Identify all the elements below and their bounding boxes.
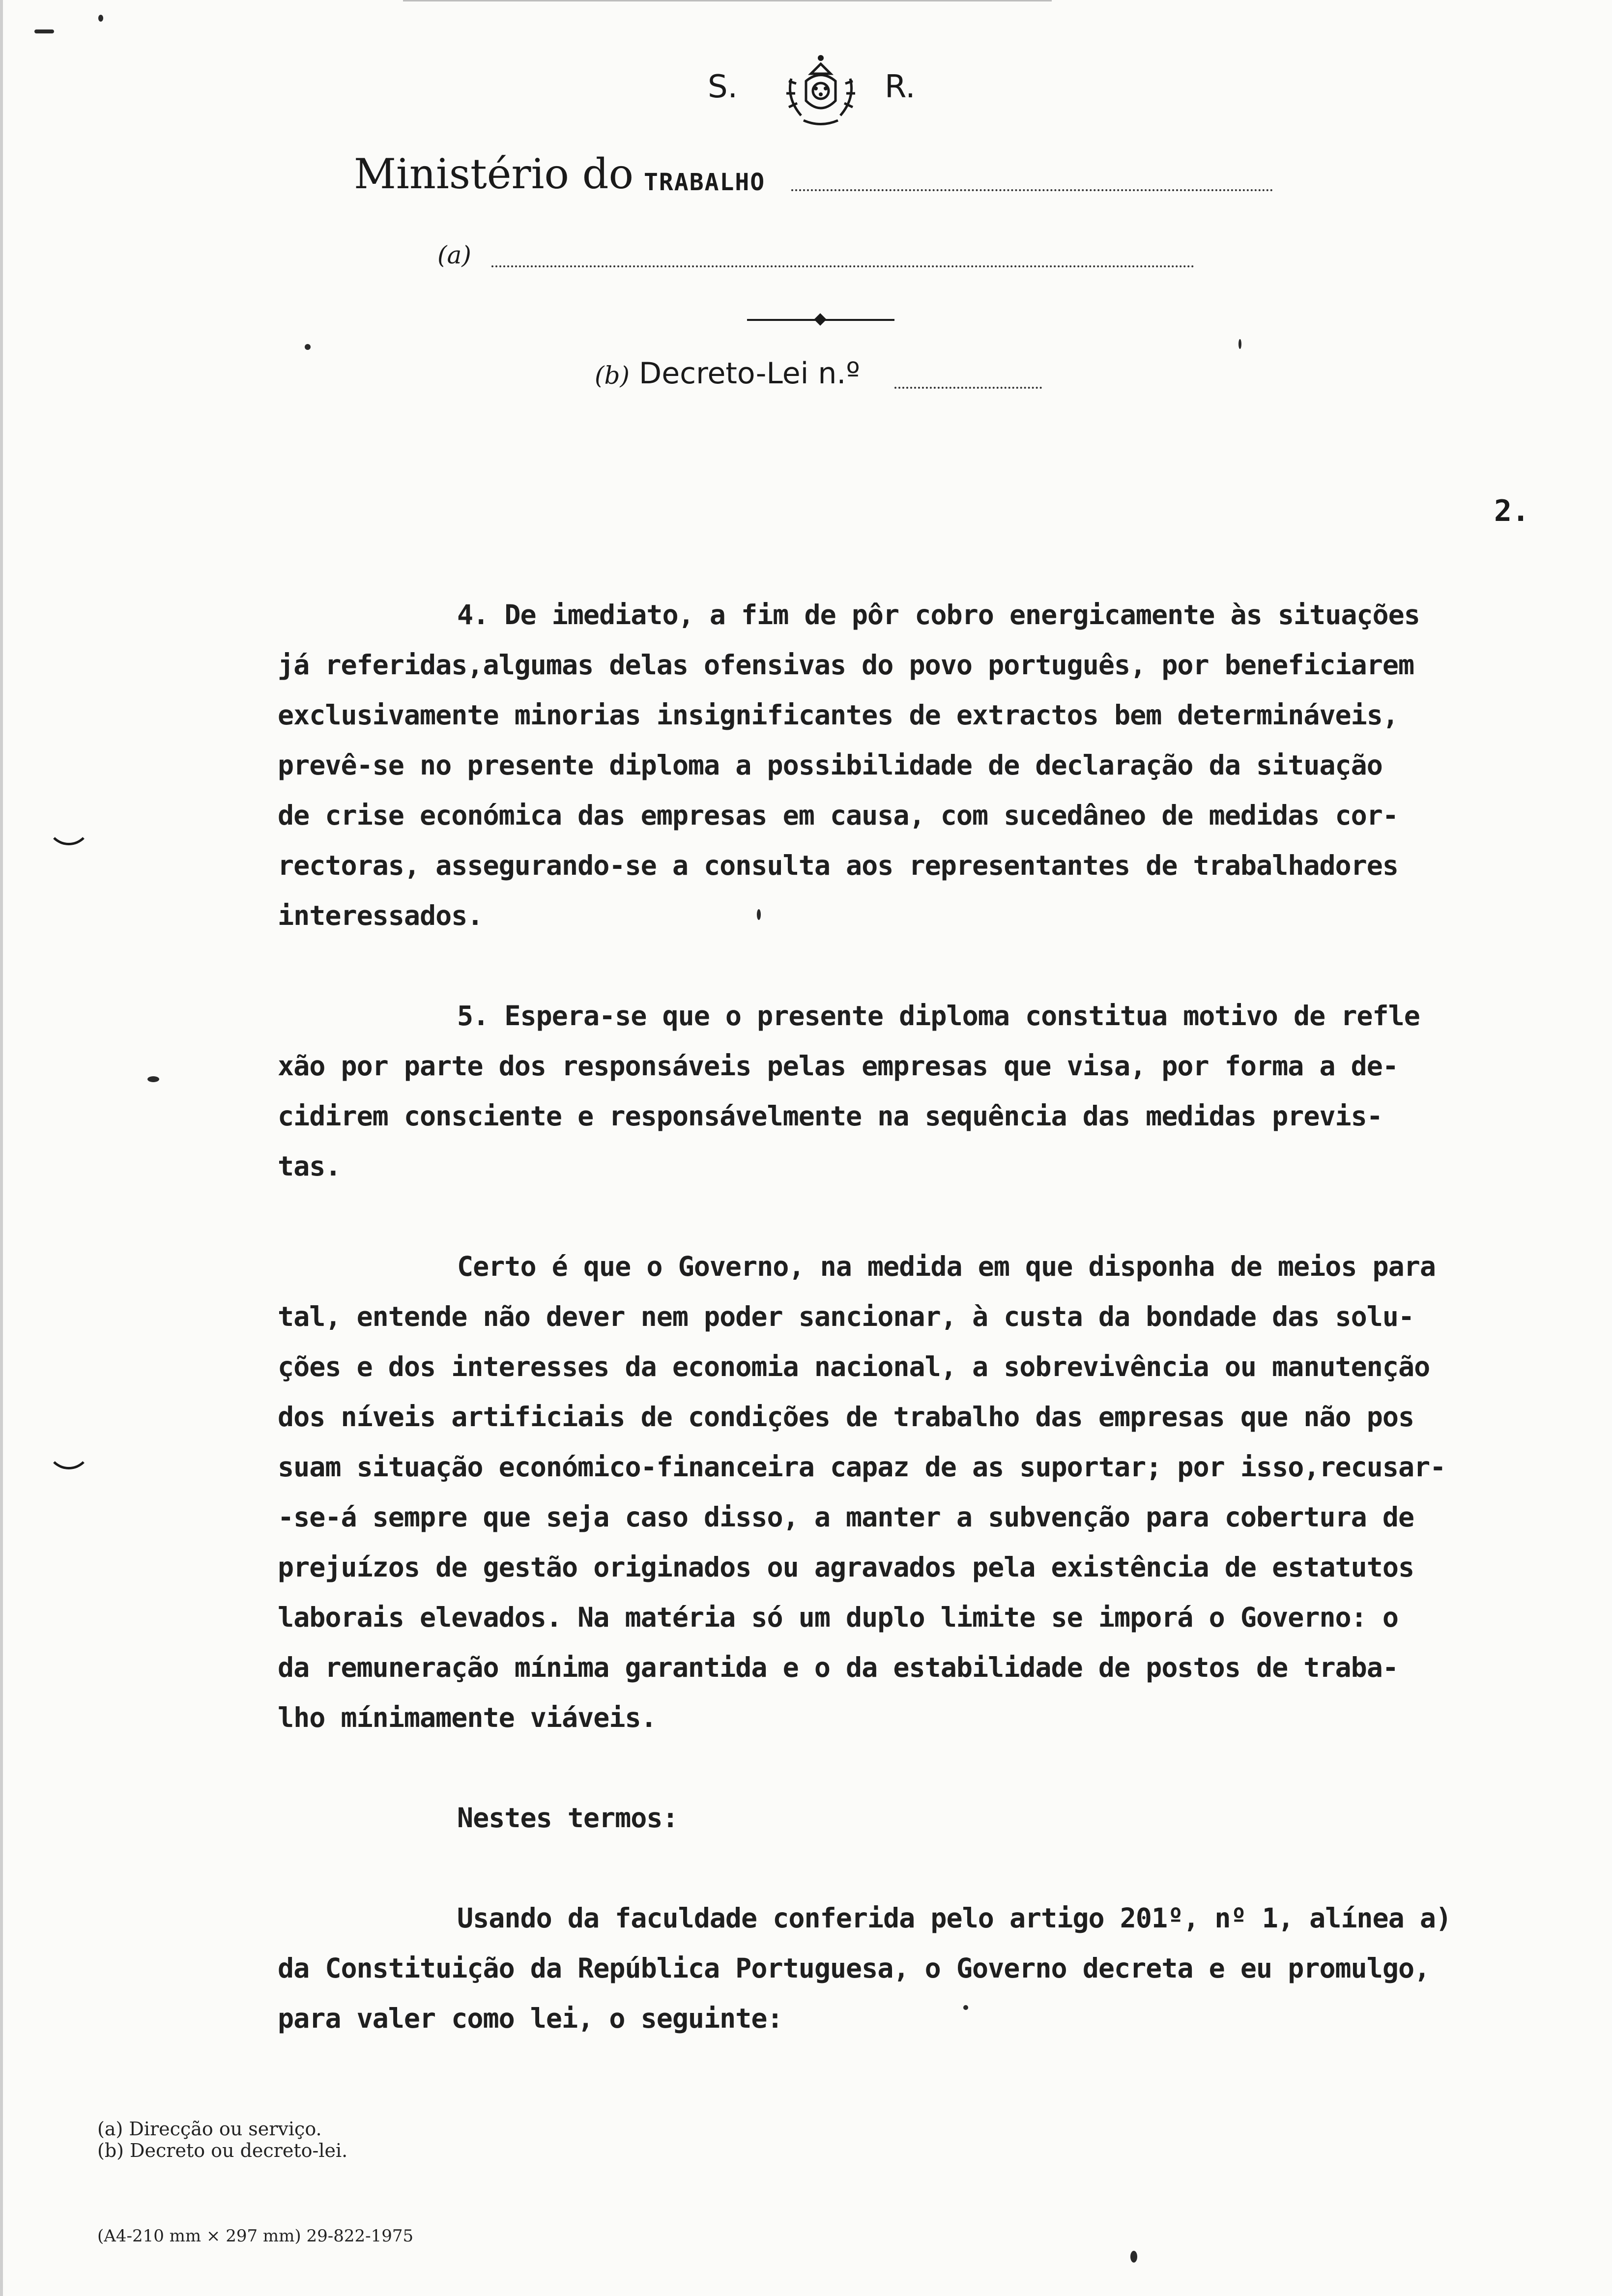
text-line: xão por parte dos responsáveis pelas empresas que visa, por forma a de- [278,1050,1399,1082]
scan-edge [0,0,3,2296]
scan-speck [305,344,311,350]
text-line: 5. Espera-se que o presente diploma constitua motivo de refle [457,1000,1420,1032]
scan-top-line [403,0,1052,1]
text-line: tal, entende não dever nem poder sancionar, à custa da bondade das solu- [278,1301,1414,1332]
text-line: prevê-se no presente diploma a possibilidade de declaração da situação [278,749,1382,781]
letterhead-emblem [698,54,944,143]
text-line: interessados. [278,900,483,931]
paragraph-5 [278,991,1605,1191]
text-line: exclusivamente minorias insignificantes de extractos bem determináveis, [278,699,1399,731]
text-line: cidirem consciente e responsávelmente na sequência das medidas previs- [278,1100,1382,1132]
text-line: dos níveis artificiais de condições de trabalho das empresas que não pos [278,1401,1414,1433]
text-line: prejuízos de gestão originados ou agravados pela existência de estatutos [278,1551,1414,1583]
text-line: já referidas,algumas delas ofensivas do povo português, por beneficiarem [278,649,1414,681]
footnote-b: (b) Decreto ou decreto-lei. [97,2140,348,2161]
ministry-dotted-line [791,189,1273,191]
paragraph-certo [278,1241,1605,1743]
direction-line [437,241,1194,280]
form-code: (A4-210 mm × 297 mm) 29-822-1975 [97,2226,414,2246]
paragraph-4 [278,590,1605,941]
divider-diamond-icon [814,313,826,325]
ministry-label: Ministério do [354,150,634,198]
text-line: Usando da faculdade conferida pelo artigo 201º, nº 1, alínea a) [457,1902,1452,1934]
text-line: Nestes termos: [457,1802,678,1834]
text-line: ções e dos interesses da economia nacional, a sobrevivência ou manutenção [278,1351,1430,1382]
document-body [278,590,1605,2043]
scan-speck [1238,339,1241,349]
scan-speck [147,1076,159,1082]
scan-speck [1130,2251,1137,2263]
coat-of-arms-icon [777,54,865,133]
text-line: de crise económica das empresas em causa, com sucedâneo de medidas cor- [278,800,1399,831]
paragraph-nestes-termos [278,1793,1605,1843]
paragraph-usando [278,1893,1605,2043]
text-line: 4. De imediato, a fim de pôr cobro energicamente às situações [457,599,1420,631]
text-line: Certo é que o Governo, na medida em que disponha de meios para [457,1251,1436,1282]
page-number: 2. [1494,494,1530,528]
letterhead-s: S. [708,69,738,105]
text-line: tas. [278,1150,341,1182]
direction-mark: (a) [437,241,471,269]
ministry-line [354,150,1278,204]
scan-speck [98,15,103,22]
text-line: rectoras, assegurando-se a consulta aos representantes de trabalhadores [278,850,1399,881]
text-line: laborais elevados. Na matéria só um duplo limite se imporá o Governo: o [278,1602,1399,1633]
text-line: da remuneração mínima garantida e o da estabilidade de postos de traba- [278,1652,1399,1683]
text-line: para valer como lei, o seguinte: [278,2003,783,2034]
text-line: lho mínimamente viáveis. [278,1702,657,1733]
text-line: da Constituição da República Portuguesa, o Governo decreta e eu promulgo, [278,1952,1430,1984]
scan-arc-mark [47,818,91,845]
letterhead-r: R. [885,69,916,105]
text-line: suam situação económico-financeira capaz de as suportar; por isso,recusar- [278,1451,1446,1483]
ministry-name: TRABALHO [644,169,766,196]
footnotes [97,2118,687,2161]
header-divider [747,315,894,324]
decree-mark: (b) [595,361,630,390]
text-line: -se-á sempre que seja caso disso, a manter a subvenção para cobertura de [278,1501,1414,1533]
decree-line [595,356,1047,401]
scan-arc-mark [47,1442,91,1469]
footnote-a: (a) Direcção ou serviço. [97,2118,322,2140]
decree-label: Decreto-Lei n.º [639,356,860,391]
direction-dotted-line [491,265,1194,267]
decree-dotted-line [894,387,1042,389]
scan-speck [34,29,54,33]
